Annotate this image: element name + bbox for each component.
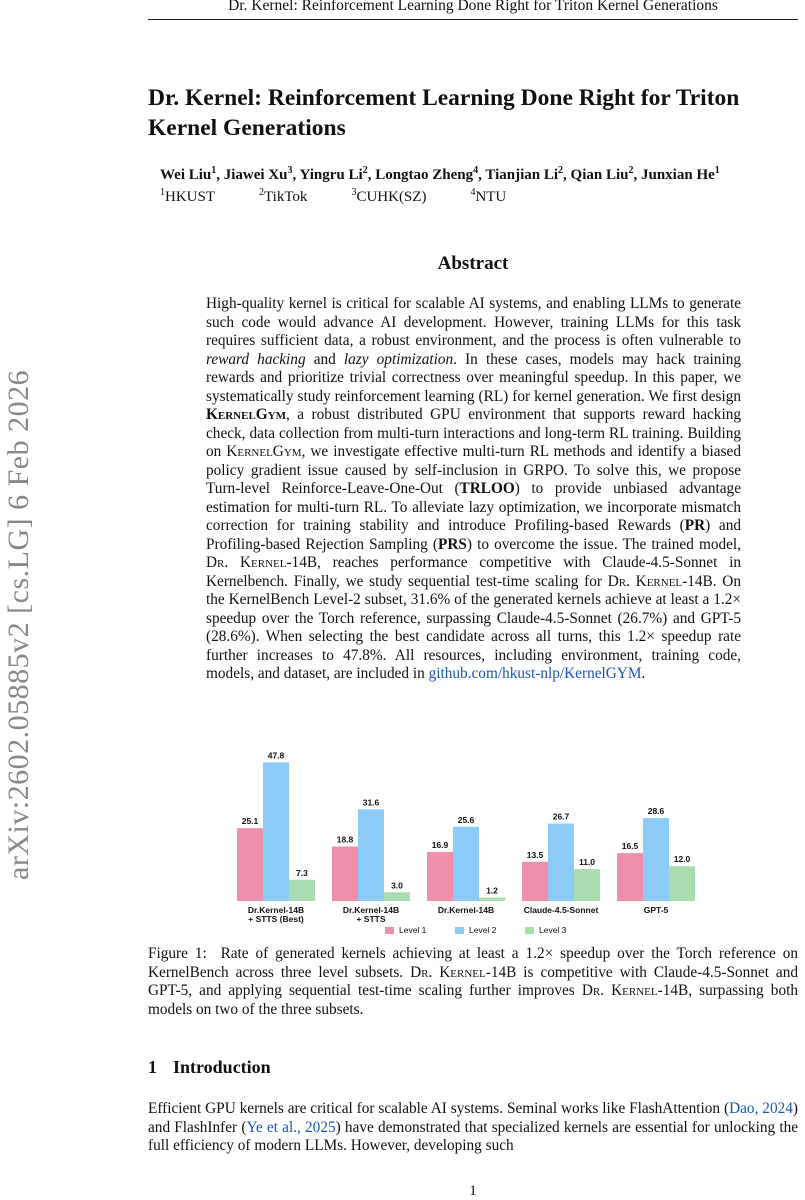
affiliation-list [160,187,550,206]
abstract-heading: Abstract [437,253,509,274]
affiliation-marker: 3 [287,165,293,176]
bar [574,869,600,901]
bar [384,892,410,901]
section-heading [148,1057,271,1078]
citation-dao[interactable]: Dao, 2024 [729,1100,793,1117]
author-name: Wei Liu$^1$ [160,165,217,183]
data-label: 25.6 [457,814,475,825]
emph-lazy-optimization: lazy optimization [343,350,454,368]
category-label: + STTS (Best) [248,914,304,924]
legend-label: Level 1 [399,925,427,935]
data-label: 13.5 [526,849,544,860]
bar [522,862,548,901]
bar [479,898,505,901]
data-label: 18.8 [336,834,354,845]
bar [427,852,453,901]
author-name: Qian Liu$^2$ [570,165,634,183]
affiliation-marker: 2 [628,165,634,176]
figure-label: Figure 1: [148,945,207,962]
header-rule [148,19,798,20]
citation-ye[interactable]: Ye et al., 2025 [246,1118,336,1136]
bar [453,827,479,901]
category-label: GPT-5 [643,905,669,915]
author-name: Yingru Li$^2$ [299,165,368,183]
bar [237,828,263,901]
kernelgym-term: KernelGym [206,406,287,423]
affiliation-marker: 1 [714,165,720,176]
affiliation: $^1$HKUST [160,187,216,205]
data-label: 11.0 [578,857,596,868]
section-number: 1 [148,1057,157,1077]
data-label: 16.9 [431,839,449,850]
figure-caption: Figure 1: Rate of generated kernels achieving at least a 1.2× speedup over the Torch reference on KernelBench across three level subsets. Dr. Kernel-14B is competitive with Claude-4.5-Sonnet and GPT-5, and applying sequential test-time scaling further improves Dr. Kernel-14B, surpassing both models on two of the three subsets. [148,945,798,1018]
bar [332,846,358,901]
affiliation-marker: 4 [473,165,479,176]
data-label: 26.7 [552,811,570,822]
affiliation-marker: 2 [558,165,564,176]
author-name: Longtao Zheng$^4$ [375,165,479,183]
affiliation: $^2$TikTok [259,187,308,205]
category-label: Dr.Kernel-14B [437,905,495,915]
category-label: Claude-4.5-Sonnet [523,905,599,915]
data-label: 1.2 [486,885,498,896]
data-label: 28.6 [647,806,665,817]
section-title: Introduction [173,1057,271,1077]
legend-swatch [385,927,394,934]
data-label: 12.0 [673,854,691,865]
abstract-body: High-quality kernel is critical for scalable AI systems, and enabling LLMs to generate such code would advance AI development. However, training LLMs for this task requires sufficient data, a robust environment, and the process is often vulnerable to reward hacking and lazy optimization. In these cases, models may hack training rewards and prioritize trivial correctness over meaningful speedup. In this paper, we systematically study reinforcement learning (RL) for kernel generation. We first design KernelGym, a robust distributed GPU environment that supports reward hacking check, data collection from multi-turn interactions and long-term RL training. Building on KernelGym, we investigate effective multi-turn RL methods and identify a biased policy gradient issue caused by self-inclusion in GRPO. To solve this, we propose Turn-level Reinforce-Leave-One-Out (TRLOO) to provide unbiased advantage estimation for multi-turn RL. To alleviate lazy optimization, we incorporate mismatch correction for training stability and introduce Profiling-based Rewards (PR) and Profiling-based Rejection Sampling (PRS) to overcome the issue. The trained model, Dr. Kernel-14B, reaches performance competitive with Claude-4.5-Sonnet in Kernelbench. Finally, we study sequential test-time scaling for Dr. Kernel-14B. On the KernelBench Level-2 subset, 31.6% of the generated kernels achieve at least a 1.2× speedup over the Torch reference, surpassing Claude-4.5-Sonnet (26.7%) and GPT-5 (28.6%). When selecting the best candidate across all turns, this 1.2× speedup rate further increases to 47.8%. All resources, including environment, training code, models, and dataset, are included in github.com/hkust-nlp/KernelGYM. [206,295,741,682]
author-name: Tianjian Li$^2$ [485,165,564,183]
category-label: Dr.Kernel-14B [247,905,305,915]
category-label: + STTS [356,914,386,924]
data-label: 7.3 [296,867,308,878]
running-header: Dr. Kernel: Reinforcement Learning Done Right for Triton Kernel Generations [228,0,718,14]
bar [643,818,669,901]
affiliation-marker: 1 [211,165,217,176]
bar [669,866,695,901]
data-label: 31.6 [362,797,380,808]
arxiv-stamp: arXiv:2602.05885v2 [cs.LG] 6 Feb 2026 [2,369,35,880]
data-label: 47.8 [267,750,285,761]
bar [617,853,643,901]
paper-title: Dr. Kernel: Reinforcement Learning Done Right for Triton Kernel Generations [148,85,740,141]
speedup-bar-chart [225,748,735,943]
bar [289,880,315,901]
github-link[interactable]: github.com/hkust-nlp/KernelGYM [428,665,642,682]
data-label: 16.5 [621,841,639,852]
affiliation: $^3$CUHK(SZ) [351,187,427,205]
legend-swatch [525,927,534,934]
page-number: 1 [469,1183,477,1199]
author-name: Junxian He$^1$ [641,165,720,183]
author-name: Jiawei Xu$^3$ [223,165,293,183]
bar [263,762,289,901]
category-label: Dr.Kernel-14B [342,905,400,915]
emph-reward-hacking: reward hacking [206,350,306,368]
introduction-body: Efficient GPU kernels are critical for scalable AI systems. Seminal works like FlashAttention (Dao, 2024) and FlashInfer (Ye et al., 2025) have demonstrated that specialized kernels are essential for unlocking the full efficiency of modern LLMs. However, developing such [148,1100,799,1154]
data-label: 25.1 [241,816,259,827]
legend-swatch [455,927,464,934]
author-list: Wei Liu$^1$, Jiawei Xu$^3$, Yingru Li$^2$, Longtao Zheng$^4$, Tianjian Li$^2$, Qian Liu$^2$, Junxian He$^1$ [160,165,720,183]
legend-label: Level 3 [539,925,567,935]
affiliation-marker: 2 [362,165,368,176]
bar [358,809,384,901]
legend-label: Level 2 [469,925,497,935]
bar [548,824,574,901]
trloo-term: TRLOO [459,480,515,497]
data-label: 3.0 [391,880,403,891]
affiliation: $^4$NTU [470,187,507,205]
